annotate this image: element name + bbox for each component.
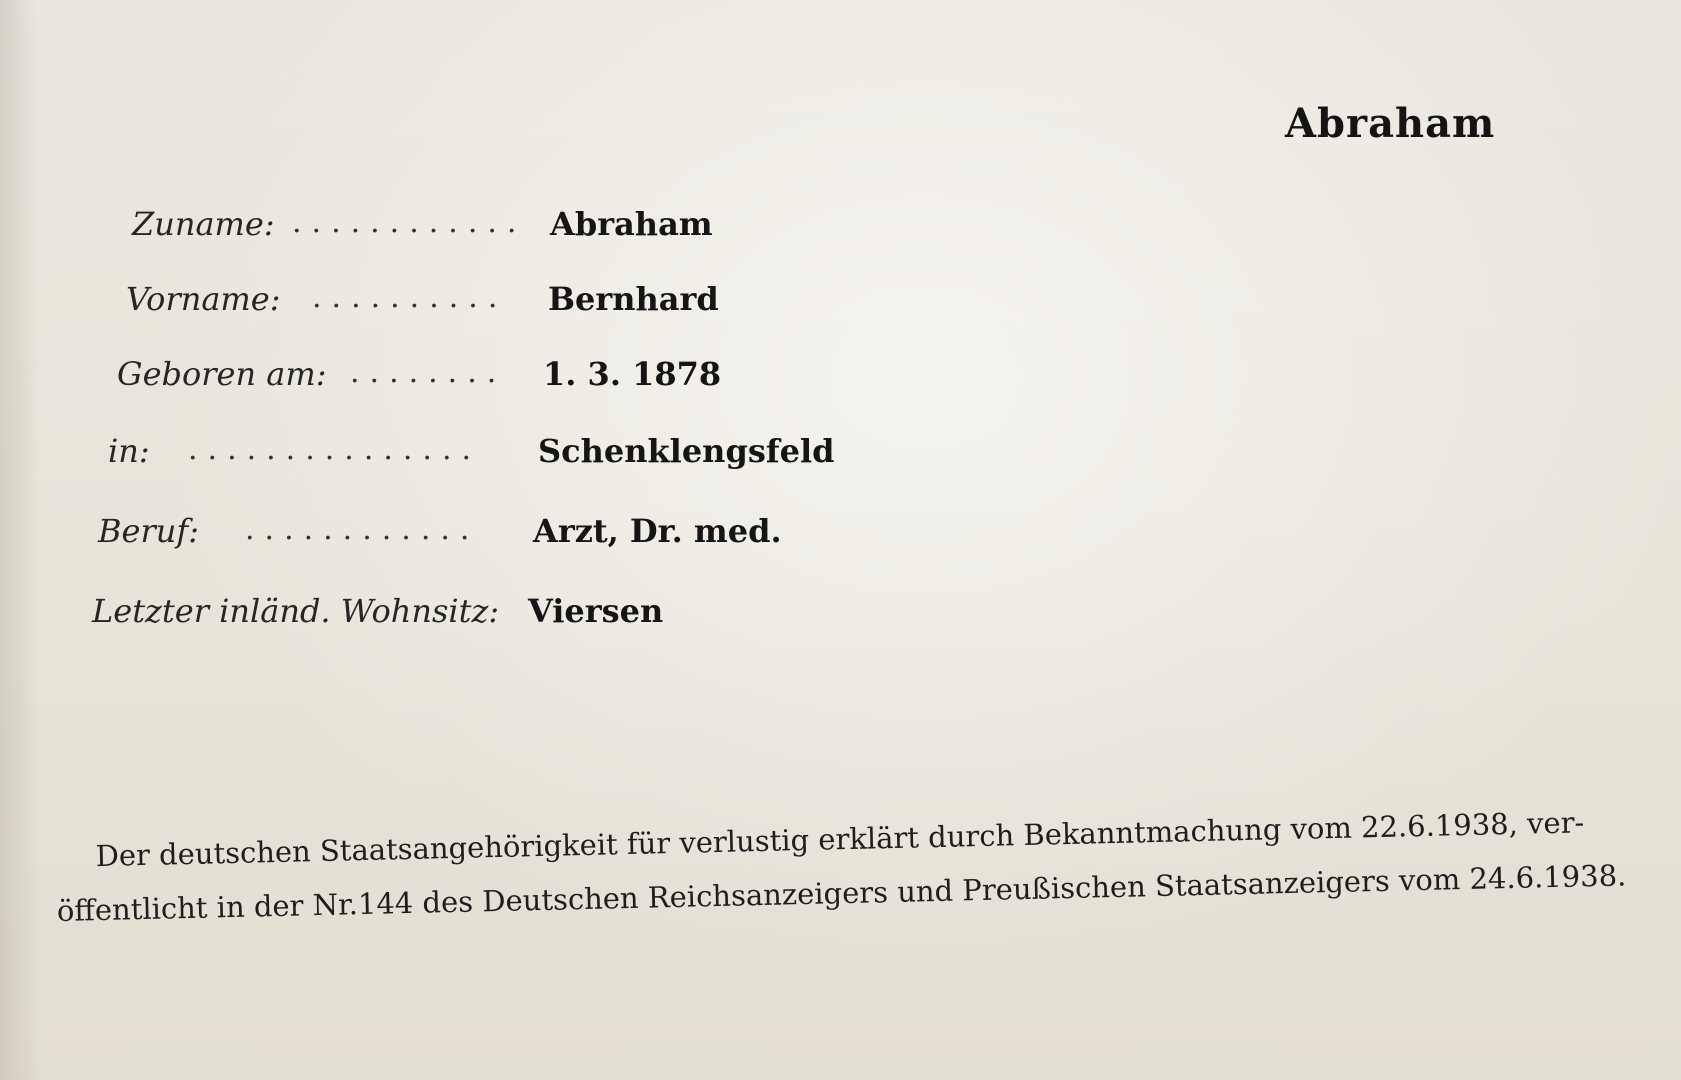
field-dots: ........ xyxy=(350,355,507,390)
field-geboren-am xyxy=(0,355,900,405)
field-beruf xyxy=(0,512,900,562)
citizenship-revocation-notice xyxy=(55,795,1627,938)
field-label: Beruf: xyxy=(98,512,199,550)
field-dots: .......... xyxy=(312,280,508,315)
field-dots: ............ xyxy=(292,205,527,240)
field-geburtsort xyxy=(0,432,900,482)
field-vorname xyxy=(0,280,900,330)
field-value: Abraham xyxy=(550,205,713,243)
field-value: Bernhard xyxy=(548,280,719,318)
field-zuname xyxy=(0,205,900,255)
notice-line-2: öffentlicht in der Nr.144 des Deutschen Reichsanzeigers und Preußischen Staatsanzeigers vom 24.6.1938. xyxy=(56,858,1627,928)
field-label: Vorname: xyxy=(126,280,281,318)
field-value: Arzt, Dr. med. xyxy=(533,512,782,550)
field-label: Zuname: xyxy=(132,205,275,243)
field-label: Letzter inländ. Wohnsitz: xyxy=(92,592,500,630)
field-label: in: xyxy=(108,432,150,470)
field-value: Viersen xyxy=(528,592,664,630)
field-dots: ............ xyxy=(245,512,480,547)
field-value: Schenklengsfeld xyxy=(538,432,835,470)
field-label: Geboren am: xyxy=(117,355,327,393)
field-value: 1. 3. 1878 xyxy=(543,355,722,393)
notice-line-1: Der deutschen Staatsangehörigkeit für verlustig erklärt durch Bekanntmachung vom 22.6.1938, ver- xyxy=(95,805,1585,874)
header-surname: Abraham xyxy=(1285,100,1496,147)
field-wohnsitz xyxy=(0,592,900,642)
field-dots: ............... xyxy=(188,432,482,467)
